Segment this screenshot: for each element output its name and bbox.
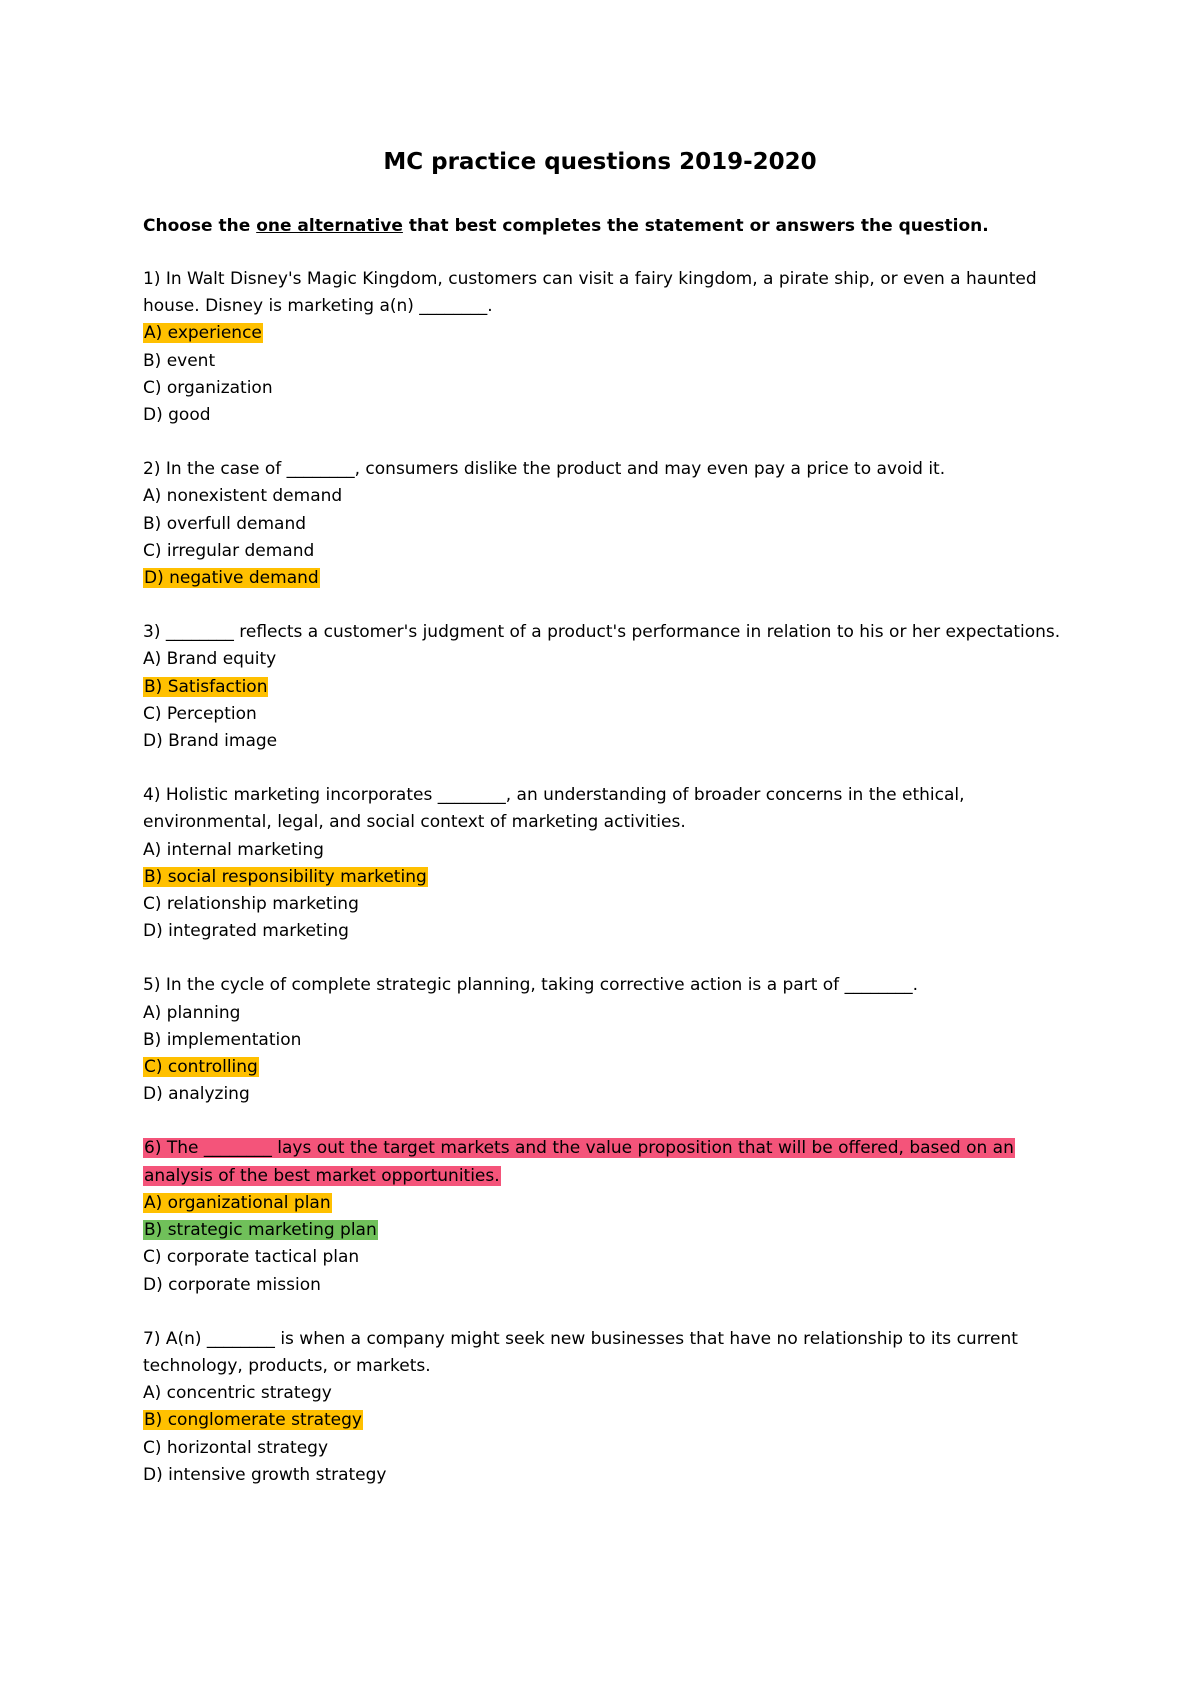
option-text: A) organizational plan	[144, 1192, 331, 1213]
question-stem: 5) In the cycle of complete strategic planning, taking corrective action is a part of ________.	[143, 975, 918, 996]
answer-option	[143, 674, 1073, 701]
question-7	[143, 1326, 1073, 1489]
answer-option: D) corporate mission	[143, 1274, 321, 1295]
answer-option: A) concentric strategy	[143, 1383, 332, 1404]
answer-option: C) horizontal strategy	[143, 1437, 329, 1458]
question-6	[143, 1135, 1073, 1298]
answer-option: C) irregular demand	[143, 540, 315, 561]
answer-option: A) internal marketing	[143, 839, 324, 860]
option-text: C) controlling	[144, 1057, 258, 1078]
answer-option: D) intensive growth strategy	[143, 1464, 387, 1485]
answer-option: C) organization	[143, 377, 273, 398]
question-stem: 4) Holistic marketing incorporates ________, an understanding of broader concerns in the ethical, environmental, legal, and social context of marketing activities.	[143, 785, 965, 833]
instructions-underlined: one alternative	[256, 216, 403, 236]
answer-option: C) relationship marketing	[143, 894, 359, 915]
option-text: B) social responsibility marketing	[144, 866, 427, 887]
instructions-text-start: Choose the	[143, 216, 257, 236]
option-text: B) conglomerate strategy	[144, 1410, 362, 1431]
answer-option	[143, 565, 1073, 592]
option-text: B) strategic marketing plan	[144, 1220, 377, 1241]
option-text: D) negative demand	[144, 568, 319, 589]
answer-option: B) event	[143, 350, 216, 371]
answer-option	[143, 1054, 1073, 1081]
answer-option: A) nonexistent demand	[143, 486, 343, 507]
answer-option	[143, 1217, 1073, 1244]
page-title: MC practice questions 2019-2020	[383, 149, 817, 175]
question-stem: 7) A(n) ________ is when a company might seek new businesses that have no relationship to its current technology, products, or markets.	[143, 1328, 1018, 1376]
instructions-text-end: that best completes the statement or answers the question.	[402, 216, 989, 236]
question-3	[143, 619, 1073, 755]
answer-option: B) overfull demand	[143, 513, 307, 534]
answer-option: D) Brand image	[143, 731, 278, 752]
answer-option: D) integrated marketing	[143, 921, 349, 942]
question-2	[143, 456, 1073, 592]
question-stem: 2) In the case of ________, consumers dislike the product and may even pay a price to avoid it.	[143, 459, 946, 480]
instructions	[143, 213, 1123, 240]
answer-option: D) good	[143, 405, 211, 426]
answer-option	[143, 864, 1073, 891]
question-list	[143, 266, 1073, 1516]
answer-option: D) analyzing	[143, 1084, 250, 1105]
answer-option	[143, 320, 1073, 347]
question-stem: 6) The ________ lays out the target markets and the value proposition that will be offered, based on an analysis of the best market opportunities.	[144, 1138, 1014, 1186]
answer-option: B) implementation	[143, 1029, 302, 1050]
option-text: A) experience	[144, 323, 262, 344]
question-1	[143, 266, 1073, 429]
question-stem: 3) ________ reflects a customer's judgment of a product's performance in relation to his or her expectations.	[143, 622, 1061, 643]
answer-option: A) planning	[143, 1002, 241, 1023]
answer-option: C) corporate tactical plan	[143, 1247, 360, 1268]
answer-option	[143, 1190, 1073, 1217]
answer-option: C) Perception	[143, 703, 257, 724]
answer-option	[143, 1407, 1073, 1434]
question-4	[143, 782, 1073, 945]
question-stem: 1) In Walt Disney's Magic Kingdom, customers can visit a fairy kingdom, a pirate ship, or even a haunted house. Disney is marketing a(n) ________.	[143, 269, 1037, 317]
answer-option: A) Brand equity	[143, 649, 277, 670]
question-5	[143, 972, 1073, 1108]
option-text: B) Satisfaction	[144, 676, 268, 697]
